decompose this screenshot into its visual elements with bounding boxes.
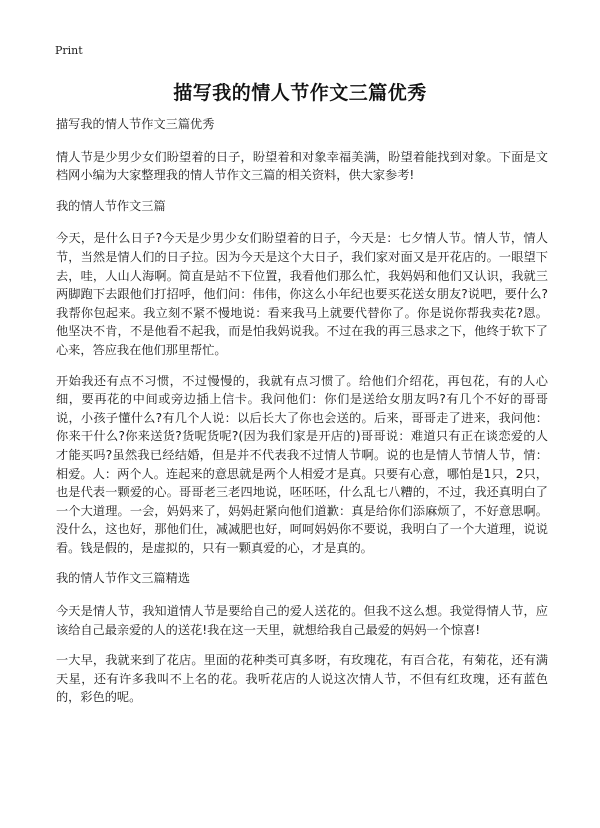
section-heading: 我的情人节作文三篇	[56, 198, 166, 213]
print-label: Print	[55, 44, 83, 57]
paragraph: 开始我还有点不习惯，不过慢慢的，我就有点习惯了。给他们介绍花，再包花，有的人心细，要再花的中间或旁边插上信卡。我问他们：你们是送给女朋友吗?有几个不好的哥哥说，小孩子懂什么?有几个人说：以后长大了你也会送的。后来，哥哥走了进来，我问他：你来干什么?你来送货?货呢货呢?(因为我们家是开店的)哥哥说：难道只有正在谈恋爱的人才能买吗?虽然我已经结婚，但是并不代表我不过情人节啊。说的也是情人节情人节，情：相爱。人：两个人。连起来的意思就是两个人相爱才是真。只要有心意，哪怕是1只，2只，也是代表一颗爱的心。哥哥老三老四地说，呸呸呸，什么乱七八糟的，不过，我还真明白了一个大道理。一会，妈妈来了，妈妈赶紧向他们道歉：真是给你们添麻烦了，不好意思啊。没什么，这也好，那他们仕，减减肥也好，呵呵妈妈你不要说，我明白了一个大道理，说说看。钱是假的，是虚拟的，只有一颗真爱的心，才是真的。	[56, 373, 548, 555]
paragraph: 一大早，我就来到了花店。里面的花种类可真多呀，有玫瑰花，有百合花，有菊花，还有满天星，还有许多我叫不上名的花。我听花店的人说这次情人节，不但有红玫瑰，还有蓝色的，彩色的呢。	[56, 653, 548, 705]
paragraph: 情人节是少男少女们盼望着的日子，盼望着和对象幸福美满，盼望着能找到对象。下面是文档网小编为大家整理我的情人节作文三篇的相关资料，供大家参考!	[56, 149, 548, 183]
section-heading: 描写我的情人节作文三篇优秀	[56, 117, 215, 131]
paragraph: 今天是情人节，我知道情人节是要给自己的爱人送花的。但我不这么想。我觉得情人节，应该给自己最亲爱的人的送花!我在这一天里，就想给我自己最爱的妈妈一个惊喜!	[56, 604, 548, 637]
document-title: 描写我的情人节作文三篇优秀	[173, 82, 427, 104]
paragraph: 今天，是什么日子?今天是少男少女们盼望着的日子，今天是：七夕情人节。情人节，情人节，当然是情人们的日子拉。因为今天是这个大日子，我们家对面又是开花店的。一眼望下去，哇，人山人海啊。简直是站不下位置，我看他们那么忙，我妈妈和他们又认识，我就三两脚跑下去跟他们打招呼，他们问：伟伟，你这么小年纪也要买花送女朋友?说吧，要什么?我帮你包起来。我立刻不紧不慢地说：看来我马上就要代替你了。你是说你帮我卖花?恩。他坚决不肯，不是他看不起我，而是怕我妈说我。不过在我的再三恳求之下，他终于软下了心来，答应我在他们那里帮忙。	[56, 231, 548, 357]
document-body	[56, 115, 548, 719]
section-heading: 我的情人节作文三篇精选	[56, 571, 191, 586]
